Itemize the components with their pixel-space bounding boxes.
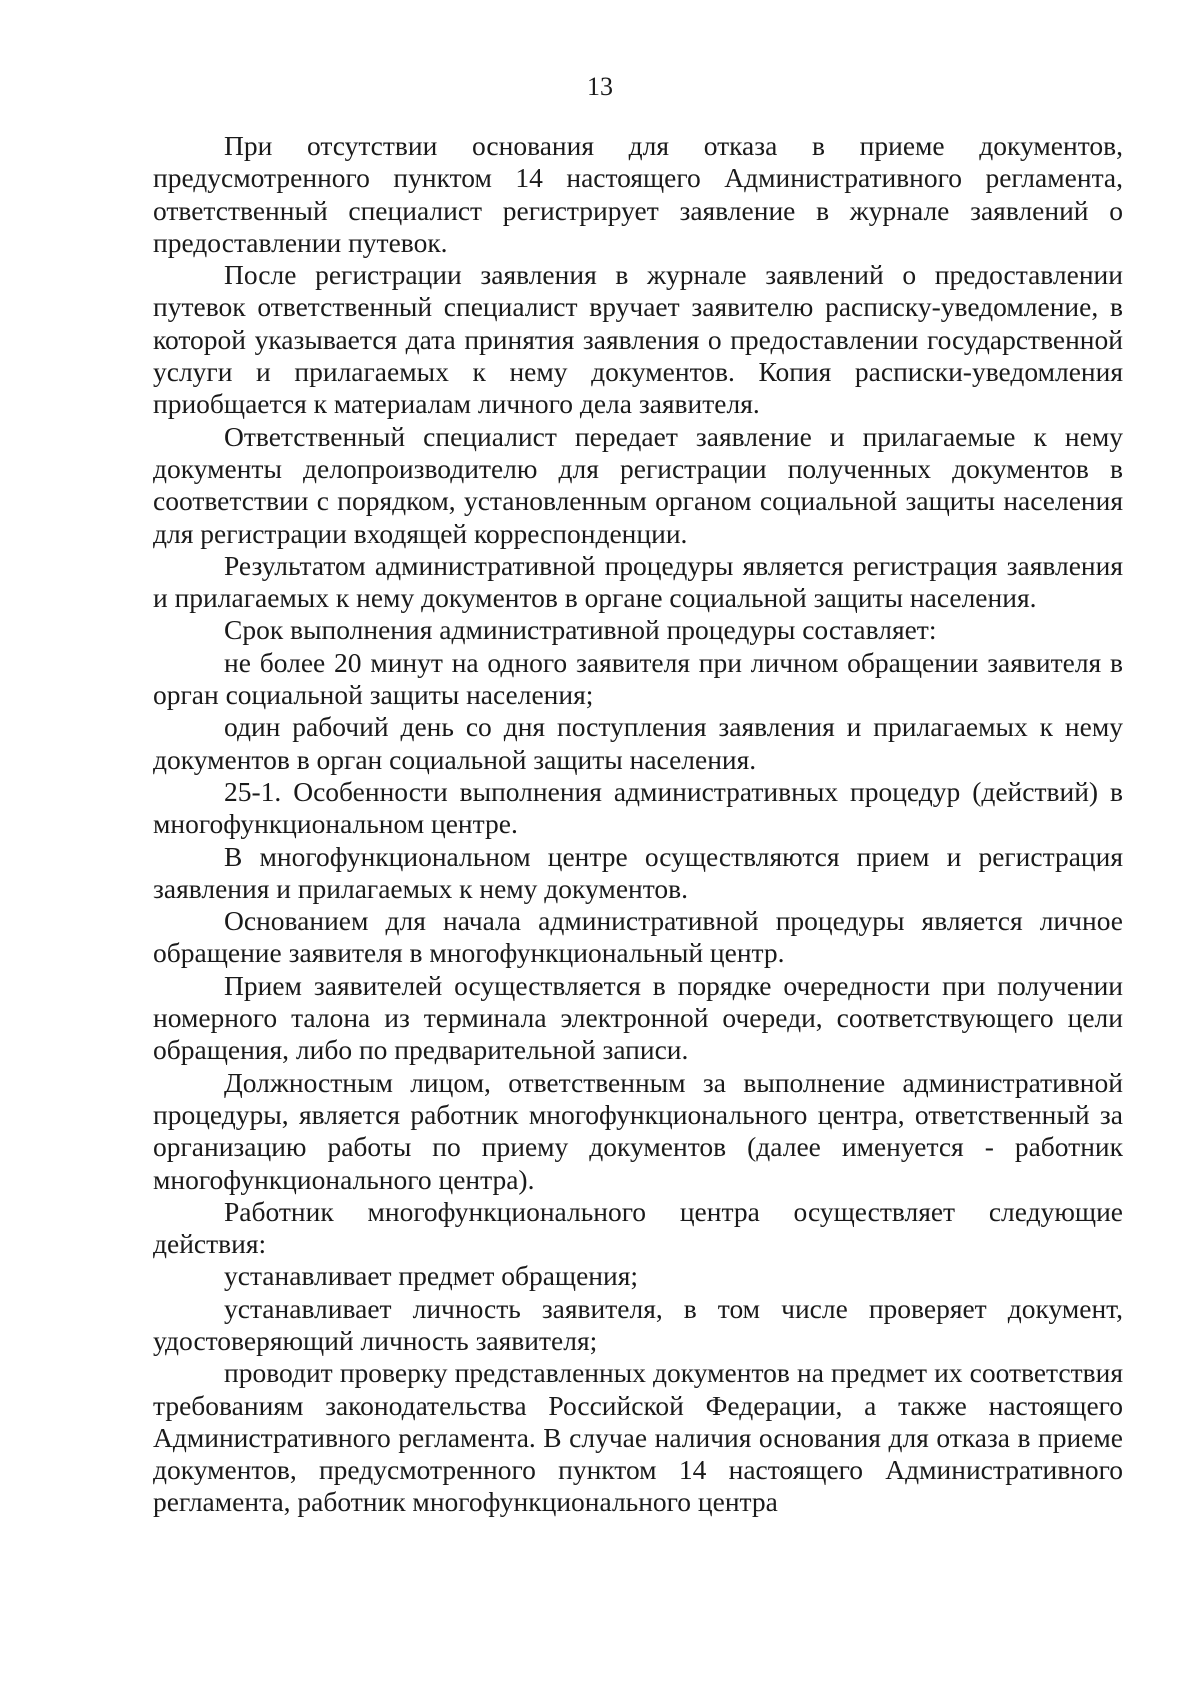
paragraph: Должностным лицом, ответственным за выполнение административной процедуры, является работник многофункционального центра, ответственный за организацию работы по приему документов (далее именуется - работник многофункционального центра).: [153, 1066, 1123, 1195]
paragraph: После регистрации заявления в журнале заявлений о предоставлении путевок ответственный специалист вручает заявителю расписку-уведомление, в которой указывается дата принятия заявления о предоставлении государственной услуги и прилагаемых к нему документов. Копия расписки-уведомления приобщается к материалам личного дела заявителя.: [153, 259, 1123, 420]
paragraph: устанавливает личность заявителя, в том числе проверяет документ, удостоверяющий личность заявителя;: [153, 1292, 1123, 1356]
document-body: [153, 130, 1123, 1519]
paragraph: устанавливает предмет обращения;: [224, 1260, 639, 1292]
paragraph: Основанием для начала административной процедуры является личное обращение заявителя в многофункциональный центр.: [153, 905, 1123, 969]
page-number: 13: [587, 72, 613, 101]
paragraph: Срок выполнения административной процедуры составляет:: [224, 614, 937, 646]
paragraph: Работник многофункционального центра осуществляет следующие действия:: [153, 1195, 1123, 1260]
paragraph: При отсутствии основания для отказа в приеме документов, предусмотренного пунктом 14 настоящего Административного регламента, ответственный специалист регистрирует заявление в журнале заявлений о предоставлении путевок.: [153, 130, 1123, 258]
paragraph: Ответственный специалист передает заявление и прилагаемые к нему документы делопроизводителю для регистрации полученных документов в соответствии с порядком, установленным органом социальной защиты населения для регистрации входящей корреспонденции.: [153, 420, 1123, 549]
paragraph: Результатом административной процедуры является регистрация заявления и прилагаемых к нему документов в органе социальной защиты населения.: [153, 549, 1123, 614]
paragraph: В многофункциональном центре осуществляются прием и регистрация заявления и прилагаемых к нему документов.: [153, 840, 1123, 904]
paragraph: проводит проверку представленных документов на предмет их соответствия требованиям законодательства Российской Федерации, а также настоящего Административного регламента. В случае наличия основания для отказа в приеме документов, предусмотренного пунктом 14 настоящего Административного регламента, работник многофункционального центра: [153, 1357, 1123, 1518]
paragraph: один рабочий день со дня поступления заявления и прилагаемых к нему документов в орган социальной защиты населения.: [153, 711, 1123, 775]
paragraph: не более 20 минут на одного заявителя при личном обращении заявителя в орган социальной защиты населения;: [153, 646, 1123, 711]
paragraph: Прием заявителей осуществляется в порядке очередности при получении номерного талона из терминала электронной очереди, соответствующего цели обращения, либо по предварительной записи.: [153, 969, 1123, 1066]
paragraph: 25-1. Особенности выполнения административных процедур (действий) в многофункциональном центре.: [153, 775, 1123, 840]
